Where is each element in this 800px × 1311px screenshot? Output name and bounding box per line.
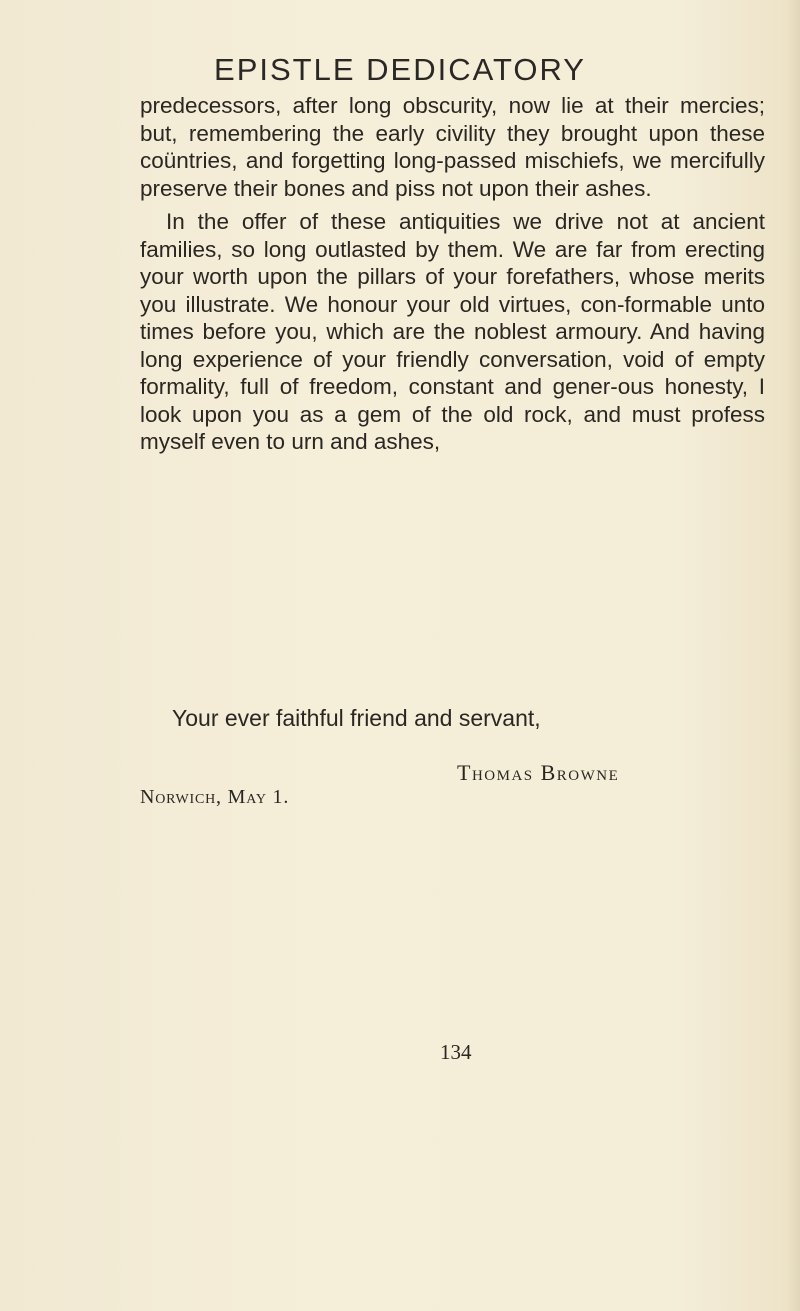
- page-edge-shadow: [786, 0, 800, 1311]
- signature: Thomas Browne: [457, 760, 620, 785]
- page-number: 134: [440, 1040, 472, 1064]
- body-text: [140, 92, 765, 456]
- place-date: Norwich, May 1.: [140, 786, 290, 808]
- closing-line: Your ever faithful friend and servant,: [172, 705, 541, 731]
- running-head: EPISTLE DEDICATORY: [214, 52, 586, 87]
- paragraph-2: In the offer of these antiquities we drive not at ancient families, so long outlasted by them. We are far from erecting your worth upon the pillars of your forefathers, whose merits you illustrate. We honour your old virtues, con-formable unto times before you, which are the noblest armoury. And having long experience of your friendly conversation, void of empty formality, full of freedom, constant and gener-ous honesty, I look upon you as a gem of the old rock, and must profess myself even to urn and ashes,: [140, 209, 765, 454]
- paragraph-1: predecessors, after long obscurity, now lie at their mercies; but, remembering the early civility they brought upon these coüntries, and forgetting long-passed mischiefs, we mercifully preserve their bones and piss not upon their ashes.: [140, 93, 765, 201]
